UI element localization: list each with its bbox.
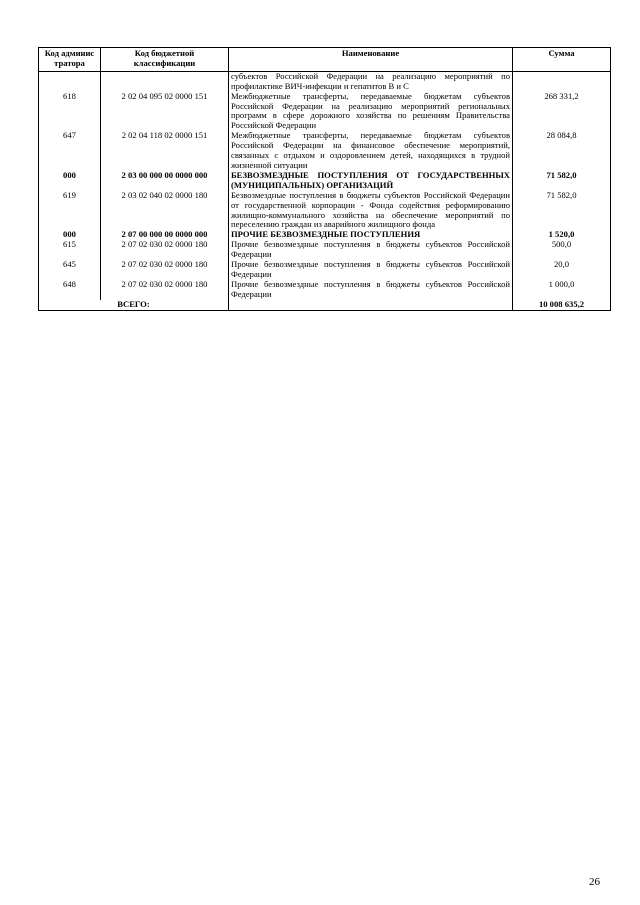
name-cell: Прочие безвозмездные поступления в бюджеты субъектов Российской Федерации (229, 260, 513, 280)
admin-code-cell: 619 (39, 191, 101, 231)
page-number: 26 (589, 876, 600, 888)
header-name: Наименование (229, 48, 513, 72)
admin-code-cell: 000 (39, 171, 101, 191)
name-cell: ПРОЧИЕ БЕЗВОЗМЕЗДНЫЕ ПОСТУПЛЕНИЯ (229, 230, 513, 240)
sum-cell: 500,0 (513, 240, 611, 260)
header-admin-code: Код админис тратора (39, 48, 101, 72)
budget-code-cell: 2 03 02 040 02 0000 180 (101, 191, 229, 231)
admin-code-cell: 648 (39, 280, 101, 300)
budget-code-cell: 2 02 04 118 02 0000 151 (101, 131, 229, 171)
name-cell: субъектов Российской Федерации на реализацию мероприятий по профилактике ВИЧ-инфекции и гепатитов В и С (229, 71, 513, 91)
budget-code-cell: 2 07 02 030 02 0000 180 (101, 260, 229, 280)
table-row (39, 92, 611, 132)
admin-code-cell: 647 (39, 131, 101, 171)
name-cell: Межбюджетные трансферты, передаваемые бюджетам субъектов Российской Федерации на финансовое обеспечение мероприятий, связанных с отдыхом и оздоровлением детей, находящихся в трудной жизненной ситуации (229, 131, 513, 171)
name-cell: Безвозмездные поступления в бюджеты субъектов Российской Федерации от государственной корпорации - Фонда содействия реформированию жилищно-коммунального хозяйства на обеспечение мероприятий по переселению граждан из аварийного жилищного фонда (229, 191, 513, 231)
table-row (39, 260, 611, 280)
budget-code-cell: 2 03 00 000 00 0000 000 (101, 171, 229, 191)
sum-cell: 1 520,0 (513, 230, 611, 240)
budget-code-cell (101, 71, 229, 91)
sum-cell: 71 582,0 (513, 191, 611, 231)
admin-code-cell: 618 (39, 92, 101, 132)
total-label: ВСЕГО: (39, 300, 229, 310)
header-sum: Сумма (513, 48, 611, 72)
budget-revenue-table (38, 47, 611, 311)
total-sum: 10 008 635,2 (513, 300, 611, 310)
sum-cell: 268 331,2 (513, 92, 611, 132)
budget-code-cell: 2 07 02 030 02 0000 180 (101, 240, 229, 260)
sum-cell: 1 000,0 (513, 280, 611, 300)
budget-code-cell: 2 07 02 030 02 0000 180 (101, 280, 229, 300)
total-name-cell (229, 300, 513, 310)
admin-code-cell (39, 71, 101, 91)
name-cell: Прочие безвозмездные поступления в бюджеты субъектов Российской Федерации (229, 240, 513, 260)
table-row (39, 280, 611, 300)
name-cell: БЕЗВОЗМЕЗДНЫЕ ПОСТУПЛЕНИЯ ОТ ГОСУДАРСТВЕННЫХ (МУНИЦИПАЛЬНЫХ) ОРГАНИЗАЦИЙ (229, 171, 513, 191)
admin-code-cell: 615 (39, 240, 101, 260)
admin-code-cell: 000 (39, 230, 101, 240)
total-row (39, 300, 611, 310)
name-cell: Межбюджетные трансферты, передаваемые бюджетам субъектов Российской Федерации на реализацию мероприятий региональных программ в сфере дорожного хозяйства по решениям Правительства Российской Федерации (229, 92, 513, 132)
sum-cell (513, 71, 611, 91)
budget-code-cell: 2 07 00 000 00 0000 000 (101, 230, 229, 240)
table-row (39, 240, 611, 260)
admin-code-cell: 645 (39, 260, 101, 280)
table-header-row (39, 48, 611, 72)
table-row-section (39, 171, 611, 191)
name-cell: Прочие безвозмездные поступления в бюджеты субъектов Российской Федерации (229, 280, 513, 300)
budget-code-cell: 2 02 04 095 02 0000 151 (101, 92, 229, 132)
table-row (39, 131, 611, 171)
sum-cell: 28 084,8 (513, 131, 611, 171)
sum-cell: 20,0 (513, 260, 611, 280)
table-row (39, 191, 611, 231)
table-row (39, 71, 611, 91)
sum-cell: 71 582,0 (513, 171, 611, 191)
header-budget-code: Код бюджетной классификации (101, 48, 229, 72)
